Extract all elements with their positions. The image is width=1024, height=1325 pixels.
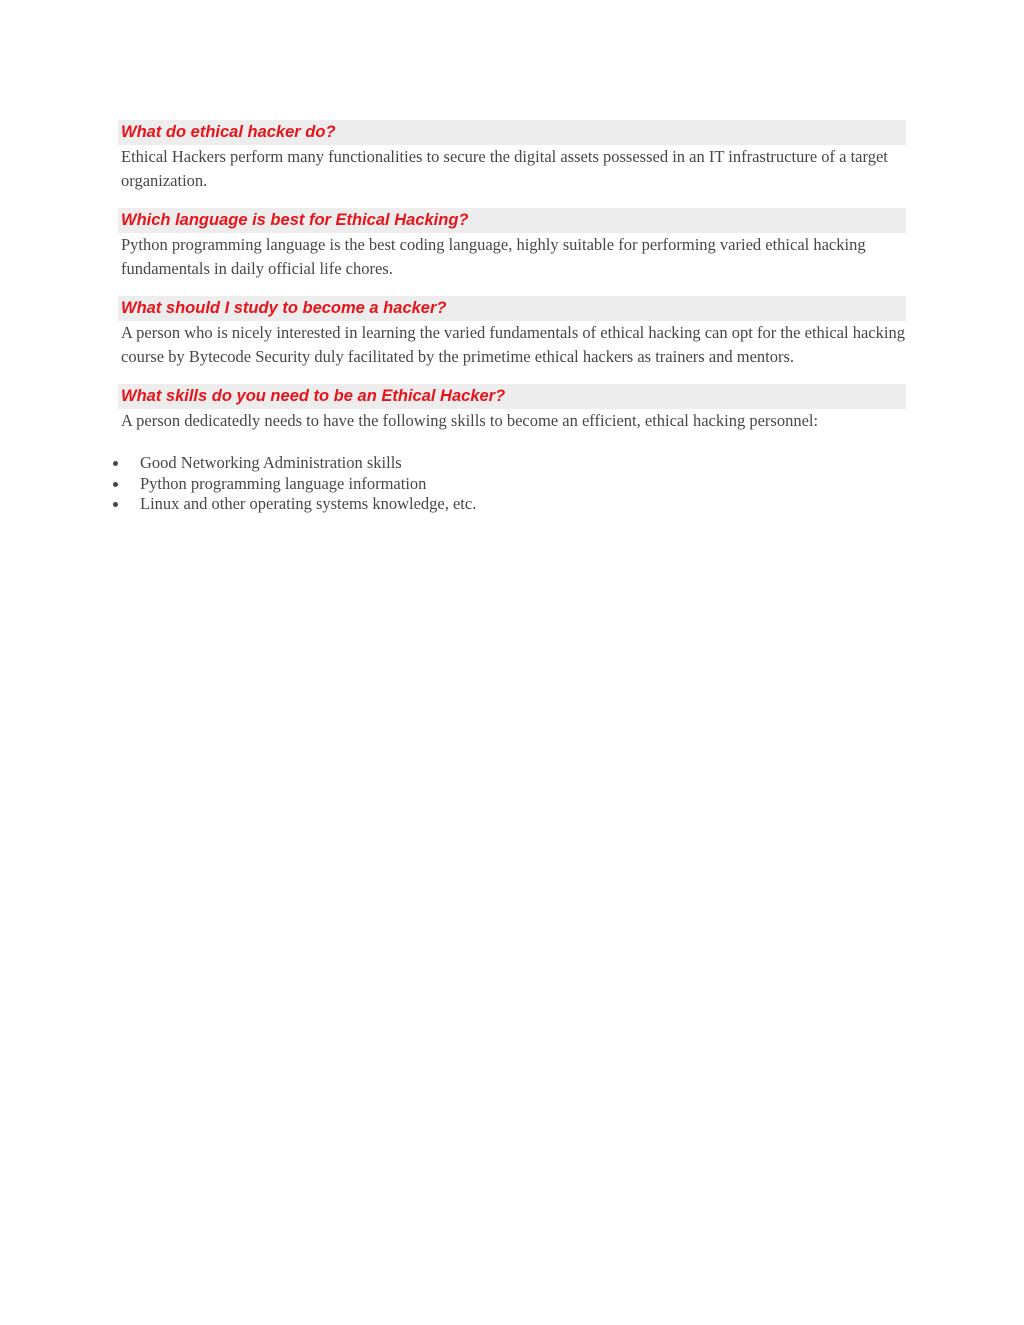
skill-text: Good Networking Administration skills bbox=[140, 453, 402, 472]
faq-answer: A person who is nicely interested in learning the varied fundamentals of ethical hacking can opt for the ethical hacking course by Bytecode Security duly facilitated by the primetime ethical hackers as trainers and mentors. bbox=[121, 323, 905, 366]
bullet-icon bbox=[113, 482, 118, 487]
faq-item bbox=[118, 120, 906, 192]
bullet-icon bbox=[113, 461, 118, 466]
faq-answer: Python programming language is the best coding language, highly suitable for performing varied ethical hacking fundamentals in daily official life chores. bbox=[121, 235, 866, 278]
faq-question: Which language is best for Ethical Hacking? bbox=[118, 208, 906, 233]
faq-answer: Ethical Hackers perform many functionalities to secure the digital assets possessed in an IT infrastructure of a target organization. bbox=[121, 147, 888, 190]
faq-question: What do ethical hacker do? bbox=[118, 120, 906, 145]
skill-text: Linux and other operating systems knowledge, etc. bbox=[140, 494, 477, 513]
faq-question: What skills do you need to be an Ethical Hacker? bbox=[118, 384, 906, 409]
bullet-icon bbox=[113, 502, 118, 507]
skills-list bbox=[108, 453, 888, 515]
skills-list-item bbox=[108, 453, 888, 474]
faq-answer: A person dedicatedly needs to have the following skills to become an efficient, ethical hacking personnel: bbox=[121, 411, 819, 430]
faq-item bbox=[118, 208, 906, 280]
faq-item bbox=[118, 384, 906, 433]
faq-question: What should I study to become a hacker? bbox=[118, 296, 906, 321]
skills-list-item bbox=[108, 474, 888, 495]
skills-list-item bbox=[108, 494, 888, 515]
faq-item bbox=[118, 296, 906, 368]
skill-text: Python programming language information bbox=[140, 473, 427, 493]
